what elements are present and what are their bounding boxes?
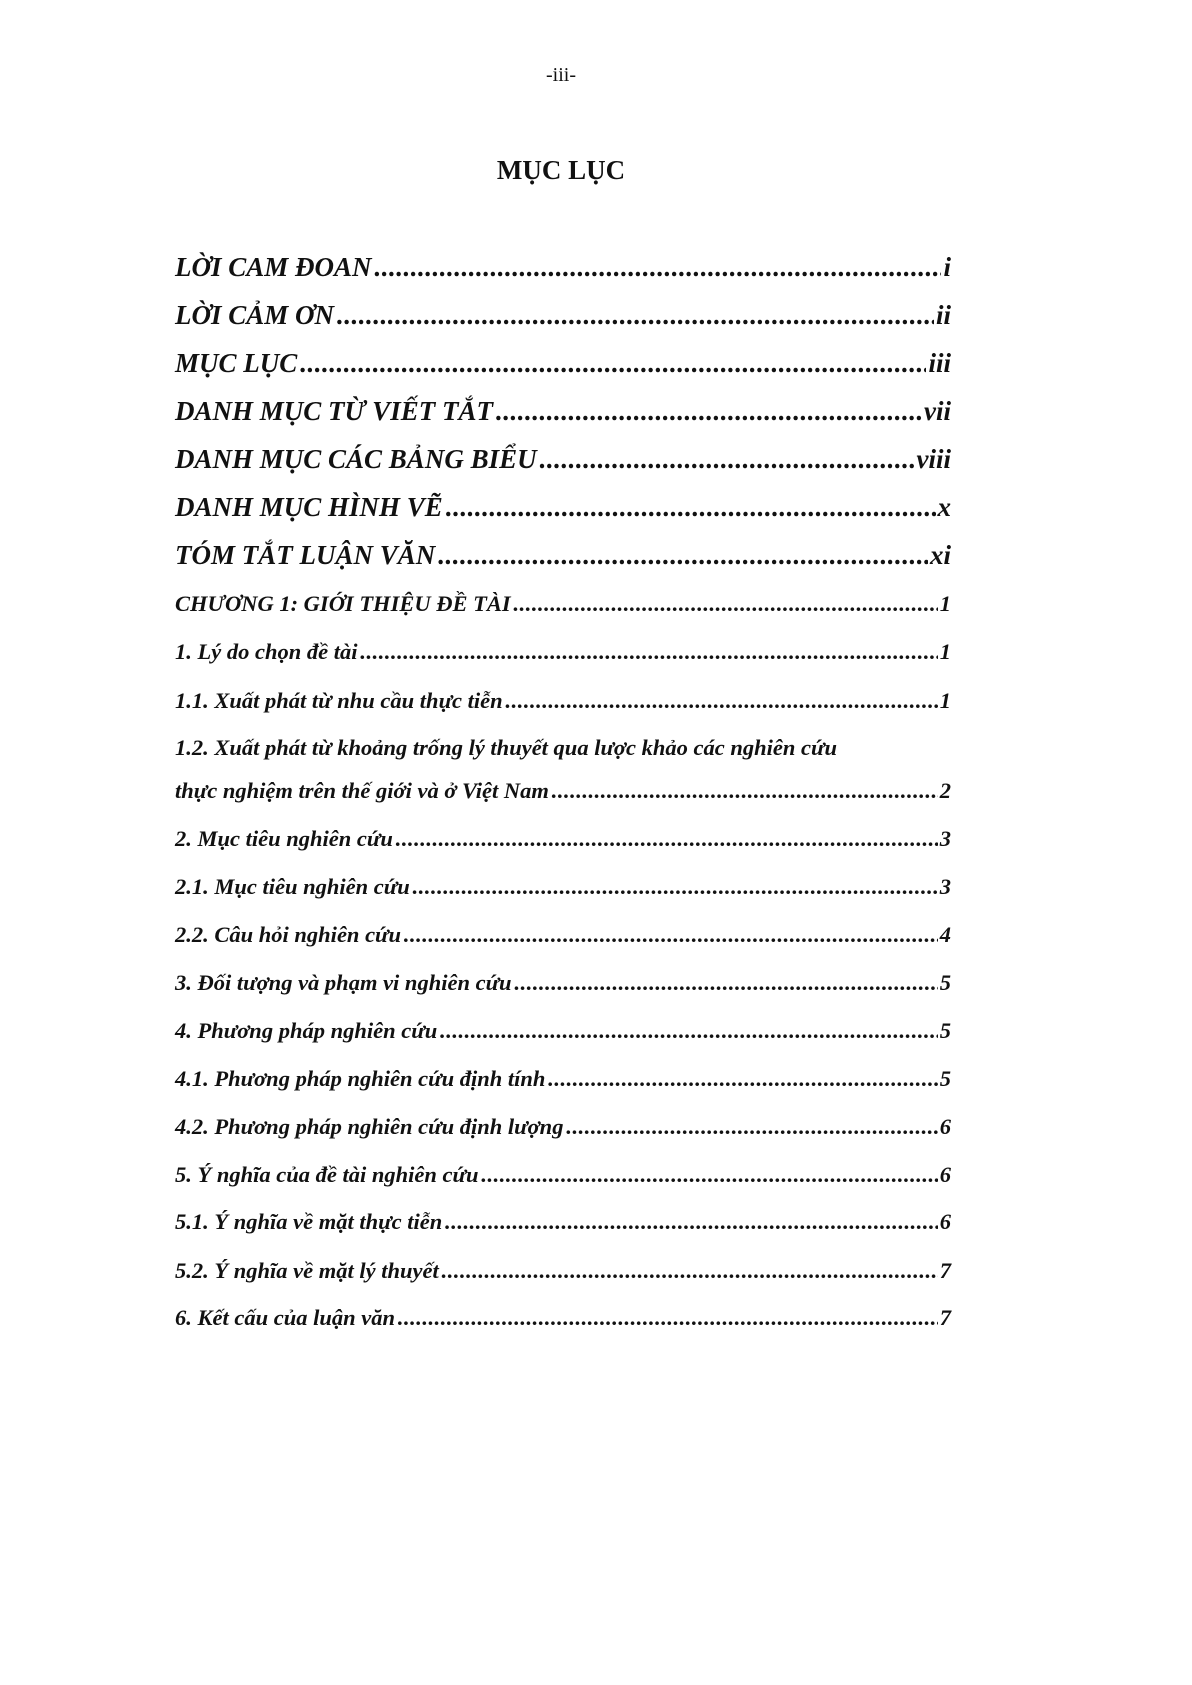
dot-leader bbox=[539, 441, 915, 477]
toc-entry-page: 1 bbox=[939, 688, 951, 713]
toc-entry-page: 1 bbox=[939, 639, 951, 664]
toc-entry-page: 7 bbox=[939, 1258, 951, 1283]
toc-entry-1-2-line1[interactable]: 1.2. Xuất phát từ khoảng trống lý thuyết qua lược khảo các nghiên cứu bbox=[175, 735, 837, 760]
toc-entry-page: 3 bbox=[939, 826, 951, 851]
page-number: -iii- bbox=[546, 64, 576, 86]
toc-entry-1-2[interactable] bbox=[175, 776, 951, 806]
toc-entry-label: DANH MỤC CÁC BẢNG BIỂU bbox=[175, 444, 537, 474]
toc-entry-2[interactable] bbox=[175, 824, 951, 854]
toc-entry-tom-tat-luan-van[interactable] bbox=[175, 537, 951, 573]
toc-entry-page: xi bbox=[929, 540, 951, 570]
toc-entry-chuong-1[interactable] bbox=[175, 589, 951, 619]
dot-leader bbox=[565, 1112, 937, 1142]
dot-leader bbox=[481, 1160, 938, 1190]
toc-entry-3[interactable] bbox=[175, 968, 951, 998]
toc-entry-page: iii bbox=[928, 348, 951, 378]
toc-entry-label: 6. Kết cấu của luận văn bbox=[175, 1305, 396, 1330]
toc-entry-4-2[interactable] bbox=[175, 1112, 951, 1142]
toc-entry-label: TÓM TẮT LUẬN VĂN bbox=[175, 540, 436, 570]
toc-entry-label: LỜI CAM ĐOAN bbox=[175, 252, 372, 282]
toc-entry-2-2[interactable] bbox=[175, 920, 951, 950]
toc-entry-label: 1.1. Xuất phát từ nhu cầu thực tiễn bbox=[175, 688, 503, 713]
toc-entry-4-1[interactable] bbox=[175, 1064, 951, 1094]
toc-entry-page: 5 bbox=[939, 1066, 951, 1091]
toc-entry-page: 3 bbox=[939, 874, 951, 899]
toc-entry-label: 5.1. Ý nghĩa về mặt thực tiễn bbox=[175, 1209, 443, 1234]
dot-leader bbox=[395, 824, 938, 854]
dot-leader bbox=[513, 589, 938, 619]
toc-entry-label: 2.1. Mục tiêu nghiên cứu bbox=[175, 874, 410, 899]
dot-leader bbox=[551, 776, 938, 806]
toc-entry-5-1[interactable] bbox=[175, 1207, 951, 1237]
toc-entry-label: DANH MỤC HÌNH VẼ bbox=[175, 492, 443, 522]
toc-entry-page: 4 bbox=[939, 922, 951, 947]
dot-leader bbox=[439, 1016, 938, 1046]
toc-entry-danh-muc-tu-viet-tat[interactable] bbox=[175, 393, 951, 429]
toc-entry-label: 2.2. Câu hỏi nghiên cứu bbox=[175, 922, 402, 947]
toc-entry-page: 6 bbox=[939, 1114, 951, 1139]
toc-entry-muc-luc[interactable] bbox=[175, 345, 951, 381]
dot-leader bbox=[359, 637, 937, 667]
dot-leader bbox=[336, 297, 934, 333]
dot-leader bbox=[444, 1207, 938, 1237]
toc-entry-1-1[interactable] bbox=[175, 686, 951, 716]
toc-entry-page: 1 bbox=[939, 591, 951, 616]
toc-entry-label: LỜI CẢM ƠN bbox=[175, 300, 335, 330]
toc-entry-label: 4. Phương pháp nghiên cứu bbox=[175, 1018, 438, 1043]
dot-leader bbox=[397, 1303, 938, 1333]
toc-entry-label: thực nghiệm trên thế giới và ở Việt Nam bbox=[175, 778, 549, 803]
toc-entry-label: 5. Ý nghĩa của đề tài nghiên cứu bbox=[175, 1162, 479, 1187]
toc-entry-2-1[interactable] bbox=[175, 872, 951, 902]
toc-entry-loi-cam-doan[interactable] bbox=[175, 249, 951, 285]
dot-leader bbox=[547, 1064, 937, 1094]
toc-entry-5-2[interactable] bbox=[175, 1256, 951, 1286]
toc-entry-label: DANH MỤC TỪ VIẾT TẮT bbox=[175, 396, 493, 426]
toc-entry-page: x bbox=[937, 492, 951, 522]
toc-entry-loi-cam-on[interactable] bbox=[175, 297, 951, 333]
page-title: MỤC LỤC bbox=[496, 155, 626, 185]
toc-entry-label: 4.1. Phương pháp nghiên cứu định tính bbox=[175, 1066, 546, 1091]
dot-leader bbox=[514, 968, 938, 998]
toc-entry-1[interactable] bbox=[175, 637, 951, 667]
toc-entry-page: 6 bbox=[939, 1162, 951, 1187]
toc-entry-label: 2. Mục tiêu nghiên cứu bbox=[175, 826, 393, 851]
dot-leader bbox=[505, 686, 938, 716]
toc-entry-page: i bbox=[943, 252, 951, 282]
toc-entry-page: ii bbox=[935, 300, 951, 330]
toc-entry-page: vii bbox=[924, 396, 951, 426]
toc-entry-5[interactable] bbox=[175, 1160, 951, 1190]
toc-entry-danh-muc-hinh-ve[interactable] bbox=[175, 489, 951, 525]
toc-entry-page: viii bbox=[916, 444, 951, 474]
toc-entry-danh-muc-bang-bieu[interactable] bbox=[175, 441, 951, 477]
dot-leader bbox=[299, 345, 926, 381]
toc-entry-label: 4.2. Phương pháp nghiên cứu định lượng bbox=[175, 1114, 564, 1139]
toc-entry-4[interactable] bbox=[175, 1016, 951, 1046]
toc-entry-label: 5.2. Ý nghĩa về mặt lý thuyết bbox=[175, 1258, 439, 1283]
dot-leader bbox=[441, 1256, 938, 1286]
toc-entry-label: MỤC LỤC bbox=[175, 348, 298, 378]
toc-entry-page: 7 bbox=[939, 1305, 951, 1330]
toc-entry-label: 1. Lý do chọn đề tài bbox=[175, 639, 358, 664]
toc-entry-page: 5 bbox=[939, 1018, 951, 1043]
dot-leader bbox=[412, 872, 938, 902]
toc-entry-page: 2 bbox=[939, 778, 951, 803]
dot-leader bbox=[495, 393, 922, 429]
toc-entry-label: 3. Đối tượng và phạm vi nghiên cứu bbox=[175, 970, 512, 995]
toc-entry-page: 5 bbox=[939, 970, 951, 995]
dot-leader bbox=[437, 537, 928, 573]
dot-leader bbox=[445, 489, 936, 525]
toc-entry-6[interactable] bbox=[175, 1303, 951, 1333]
dot-leader bbox=[403, 920, 938, 950]
toc-entry-label: CHƯƠNG 1: GIỚI THIỆU ĐỀ TÀI bbox=[175, 591, 511, 616]
toc-entry-page: 6 bbox=[939, 1209, 951, 1234]
dot-leader bbox=[374, 249, 942, 285]
